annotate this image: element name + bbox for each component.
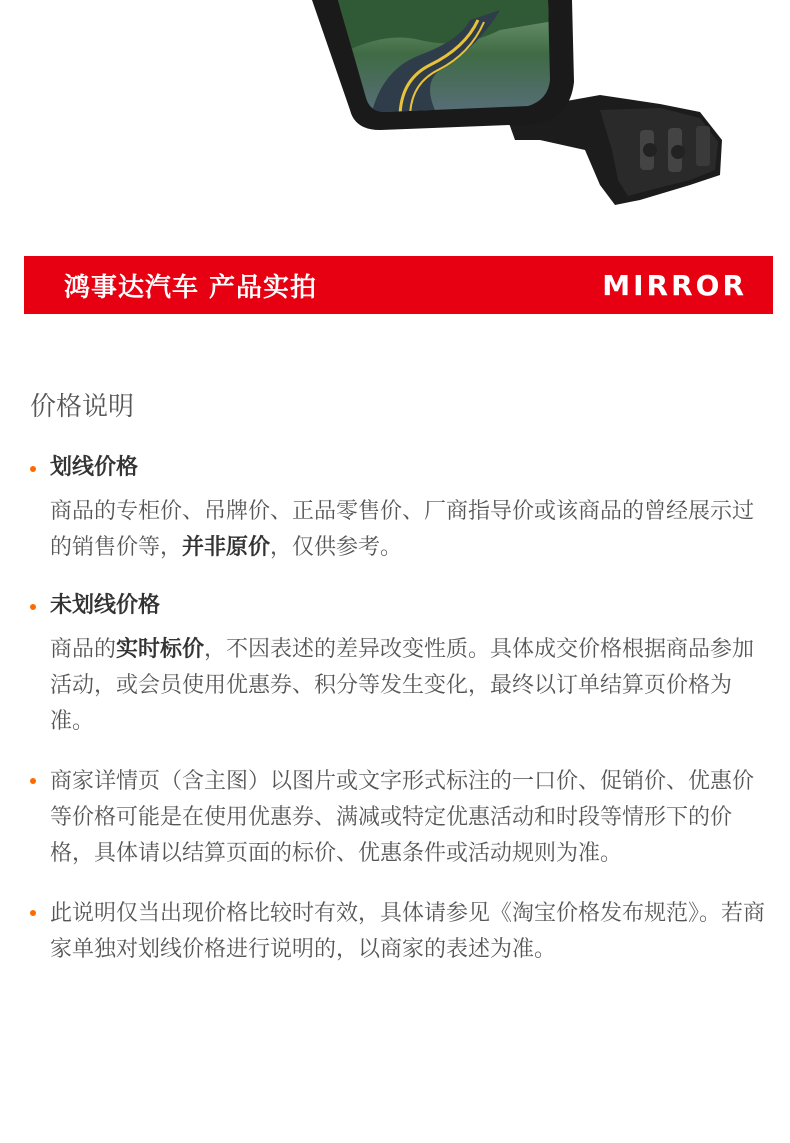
price-notes-list (30, 452, 765, 968)
list-item (30, 764, 765, 872)
item-body: 商品的专柜价、吊牌价、正品零售价、厂商指导价或该商品的曾经展示过的销售价等，并非原价，仅供参考。 (50, 499, 755, 560)
list-item (30, 896, 765, 968)
bullet-dot-icon (30, 466, 36, 472)
list-item (30, 590, 765, 740)
item-heading: 未划线价格 (50, 593, 161, 618)
item-heading: 划线价格 (50, 455, 139, 480)
section-title: 价格说明 (30, 392, 135, 422)
item-body: 商家详情页（含主图）以图片或文字形式标注的一口价、促销价、优惠价等价格可能是在使用优惠券、满减或特定优惠活动和时段等情形下的价格，具体请以结算页面的标价、优惠条件或活动规则为准。 (50, 769, 755, 866)
product-banner (24, 256, 773, 314)
product-photo-mirror (0, 0, 790, 230)
bullet-dot-icon (30, 778, 36, 784)
item-body: 商品的实时标价，不因表述的差异改变性质。具体成交价格根据商品参加活动，或会员使用优惠券、积分等发生变化，最终以订单结算页价格为准。 (50, 637, 755, 734)
bullet-dot-icon (30, 604, 36, 610)
banner-title: 鸿事达汽车 产品实拍 (64, 272, 318, 303)
banner-tag: MIRROR (602, 268, 747, 302)
list-item (30, 452, 765, 566)
bullet-dot-icon (30, 910, 36, 916)
item-body: 此说明仅当出现价格比较时有效，具体请参见《淘宝价格发布规范》。若商家单独对划线价格进行说明的，以商家的表述为准。 (50, 901, 766, 962)
